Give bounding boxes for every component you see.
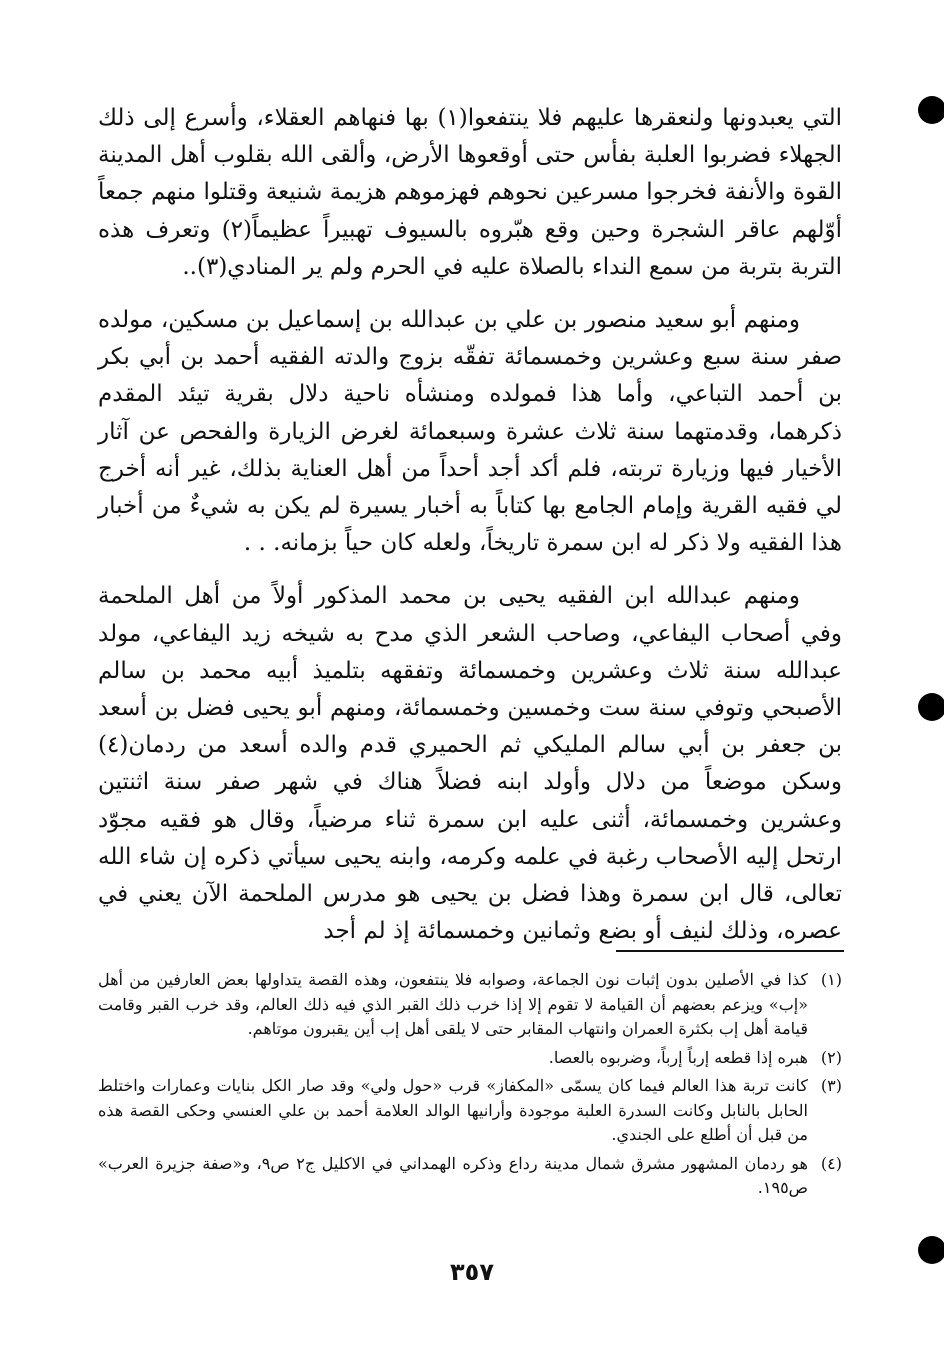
footnote-number: (٤) xyxy=(820,1153,842,1173)
page-number: ٣٥٧ xyxy=(450,1258,494,1286)
footnote-3 xyxy=(98,1074,842,1148)
main-text xyxy=(98,100,842,966)
footnote-number: (٢) xyxy=(820,1047,842,1067)
footnote-text: كانت تربة هذا العالم فيما كان يسمّى «المكفاز» قرب «حول ولي» وقد صار الكل بنايات وعمارات واختلط الحابل بالنابل وكانت السدرة العلبة موجودة وأرانيها الوالد العلامة أحمد بن علي العنسي وحكى القصة هذه من قبل أن أطلع على الجندي. xyxy=(98,1076,808,1144)
paragraph-1: التي يعبدونها ولنعقرها عليهم فلا ينتفعوا(١) بها فنهاهم العقلاء، وأسرع إلى ذلك الجهلاء فضربوا العلبة بفأس حتى أوقعوها الأرض، وألقى الله بقلوب أهل المدينة القوة والأنفة فخرجوا مسرعين نحوهم فهزموهم هزيمة شنيعة وقتلوا منهم جمعاً أوّلهم عاقر الشجرة وحين وقع هبّروه بالسيوف تهبيراً عظيماً(٢) وتعرف هذه التربة بتربة من سمع النداء بالصلاة عليه في الحرم ولم ير المنادي(٣).. xyxy=(98,105,843,280)
footnote-number: (٣) xyxy=(820,1076,842,1095)
footnote-1 xyxy=(98,968,842,1042)
footnotes xyxy=(98,968,842,1205)
footnote-2 xyxy=(98,1046,842,1071)
footnote-text: كذا في الأصلين بدون إثبات نون الجماعة، وصوابه فلا ينتفعون، وهذه القصة يتداولها بعض العارفين من أهل «إب» ويزعم بعضهم أن القيامة لا تقوم إلا إذا خرب ذلك القبر الذي فيه ذلك العالم، وقد خرب القبر وقامت قيامة أهل إب بكثرة العمران وانتهاب المقابر حتى لا يلقى أهل إب أين يقبرون موتاهم. xyxy=(98,970,808,1038)
paragraph-2: ومنهم أبو سعيد منصور بن علي بن عبدالله بن إسماعيل بن مسكين، مولده صفر سنة سبع وعشرين وخمسمائة تفقّه بزوج والدته الفقيه أحمد بن أبي بكر بن أحمد التباعي، وأما هذا فمولده ومنشأه ناحية دلال بقرية تيئد المقدم ذكرهما، وقدمتهما سنة ثلاث عشرة وسبعمائة لغرض الزيارة والفحص عن آثار الأخيار فيها وزيارة تربته، فلم أكد أجد أحداً من أهل العناية بذلك، غير أنه أخرج لي فقيه القرية وإمام الجامع بها كتاباً به أخبار يسيرة لم يكن به شيءٌ من أخبار هذا الفقيه ولا ذكر له ابن سمرة تاريخاً، ولعله كان حياً بزمانه. . . xyxy=(98,307,842,557)
footnote-divider xyxy=(616,950,844,952)
paragraph-3: ومنهم عبدالله ابن الفقيه يحيى بن محمد المذكور أولاً من أهل الملحمة وفي أصحاب اليفاعي، وصاحب الشعر الذي مدح به شيخه زيد اليفاعي، مولد عبدالله سنة ثلاث وعشرين وخمسمائة وتفقهه بتلميذ أبيه محمد بن سالم الأصبحي وتوفي سنة ست وخمسين وخمسمائة، ومنهم أبو يحيى فضل بن أسعد بن جعفر بن أبي سالم المليكي ثم الحميري قدم والده أسعد من ردمان(٤) وسكن موضعاً من دلال وأولد ابنه فضلاً هناك في شهر صفر سنة اثنتين وعشرين وخمسمائة، أثنى عليه ابن سمرة ثناء مرضياً، وقال هو فقيه مجوّد ارتحل إليه الأصحاب رغبة في علمه وكرمه، وابنه يحيى سيأتي ذكره إن شاء الله تعالى، قال ابن سمرة وهذا فضل بن يحيى هو مدرس الملحمة الآن يعني في عصره، وذلك لنيف أو بضع وثمانين وخمسمائة إذ لم أجد xyxy=(98,583,842,945)
footnote-number: (١) xyxy=(820,970,842,989)
footnote-4 xyxy=(98,1152,842,1201)
binder-hole-top xyxy=(918,96,944,124)
footnote-text: هو ردمان المشهور مشرق شمال مدينة رداع وذكره الهمداني في الاكليل ج٢ ص٩، و«صفة جزيرة العرب» ص١٩٥. xyxy=(98,1153,808,1197)
binder-hole-middle xyxy=(918,693,944,721)
footnote-text: هبره إذا قطعه إرباً إرباً، وضربوه بالعصا. xyxy=(548,1047,808,1067)
